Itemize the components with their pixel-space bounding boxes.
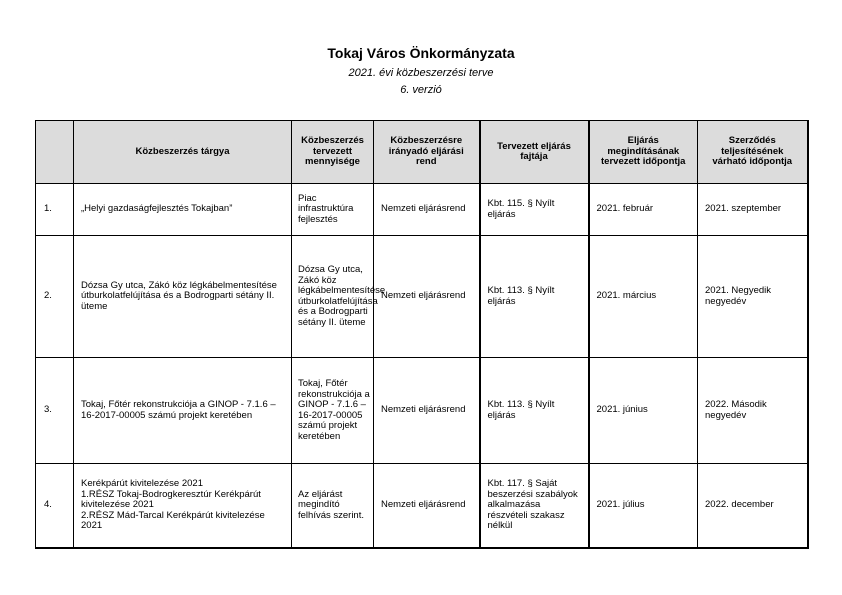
row-number: 1. (36, 184, 74, 236)
row-completion: 2022. Második negyedév (698, 358, 808, 464)
row-regime: Nemzeti eljárásrend (374, 358, 480, 464)
document-subtitle: 2021. évi közbeszerzési terve (348, 67, 494, 79)
row-subject: „Helyi gazdaságfejlesztés Tokajban” (74, 184, 292, 236)
header-completion: Szerződés teljesítésének várható időpontja (698, 121, 808, 184)
row-start: 2021. március (589, 236, 698, 358)
row-quantity: Piac infrastruktúra fejlesztés (292, 184, 374, 236)
row-regime: Nemzeti eljárásrend (374, 464, 480, 549)
header-quantity: Közbeszerzés tervezett mennyisége (292, 121, 374, 184)
row-start: 2021. február (589, 184, 698, 236)
table-row (36, 358, 808, 464)
row-regime: Nemzeti eljárásrend (374, 236, 480, 358)
row-quantity: Dózsa Gy utca, Zákó köz légkábelmentesítése útburkolatfelújítása és a Bodrogparti sétány II. üteme (292, 236, 374, 358)
header-subject: Közbeszerzés tárgya (74, 121, 292, 184)
row-procedure: Kbt. 113. § Nyílt eljárás (480, 236, 589, 358)
procurement-plan-table (35, 120, 809, 549)
document-version: 6. verzió (400, 84, 442, 96)
header-start: Eljárás megindításának tervezett időpontja (589, 121, 698, 184)
row-number: 2. (36, 236, 74, 358)
table-header-row (36, 121, 808, 184)
row-regime: Nemzeti eljárásrend (374, 184, 480, 236)
row-completion: 2021. szeptember (698, 184, 808, 236)
row-procedure: Kbt. 113. § Nyílt eljárás (480, 358, 589, 464)
header-regime: Közbeszerzésre irányadó eljárási rend (374, 121, 480, 184)
subject-line: Kerékpárút kivitelezése 2021 (81, 478, 203, 490)
row-subject: Dózsa Gy utca, Zákó köz légkábelmentesítése útburkolatfelújítása és a Bodrogparti sétány II. üteme (74, 236, 292, 358)
header-procedure: Tervezett eljárás fajtája (480, 121, 589, 184)
subject-line: 2.RÉSZ Mád-Tarcal Kerékpárút kivitelezése 2021 (81, 509, 265, 532)
row-subject (74, 464, 292, 549)
row-start: 2021. június (589, 358, 698, 464)
table-row (36, 236, 808, 358)
row-quantity: Az eljárást megindító felhívás szerint. (292, 464, 374, 549)
row-completion: 2022. december (698, 464, 808, 549)
row-procedure: Kbt. 117. § Saját beszerzési szabályok alkalmazása részvételi szakasz nélkül (480, 464, 589, 549)
row-start: 2021. július (589, 464, 698, 549)
row-number: 4. (36, 464, 74, 549)
row-number: 3. (36, 358, 74, 464)
row-quantity: Tokaj, Főtér rekonstrukciója a GINOP - 7.1.6 – 16-2017-00005 számú projekt keretében (292, 358, 374, 464)
row-completion: 2021. Negyedik negyedév (698, 236, 808, 358)
document-title: Tokaj Város Önkormányzata (327, 45, 515, 61)
row-procedure: Kbt. 115. § Nyílt eljárás (480, 184, 589, 236)
subject-line: 1.RÉSZ Tokaj-Bodrogkeresztúr Kerékpárút kivitelezése 2021 (81, 488, 261, 511)
header-number (36, 121, 74, 184)
table-row (36, 464, 808, 549)
table-row (36, 184, 808, 236)
row-subject: Tokaj, Főtér rekonstrukciója a GINOP - 7.1.6 – 16-2017-00005 számú projekt keretében (74, 358, 292, 464)
